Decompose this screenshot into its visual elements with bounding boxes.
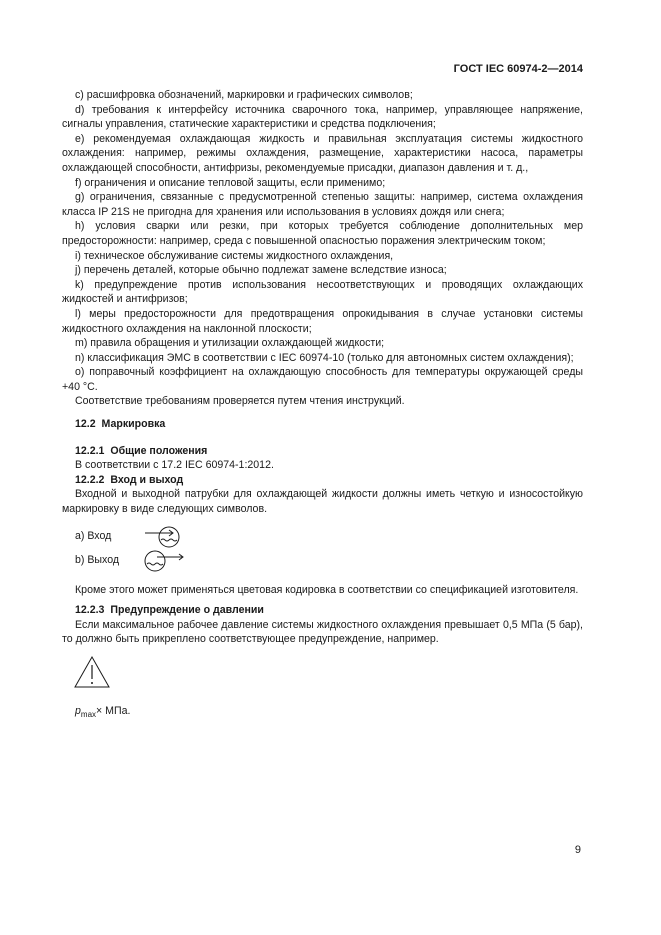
section-title: Общие положения [110,444,208,457]
section-12-2-heading [62,417,583,432]
warning-triangle-icon [73,655,111,689]
color-coding-note: Кроме этого может применяться цветовая кодировка в соответствии со спецификацией изготовителя. [75,583,579,596]
inlet-label: a) Вход [75,530,112,543]
list-item-e: e) рекомендуемая охлаждающая жидкость и правильная эксплуатация системы жидкостного охлаждения: например, режимы охлаждения, размещение, характеристики насоса, параметры охлаждающей способности, антифризы, рекомендуемые присадки, диапазон давления и т. д., [62,132,583,174]
pmax-suffix: × МПа. [96,704,131,717]
list-item-o: o) поправочный коэффициент на охлаждающую способность для температуры окружающей среды +40 °C. [62,366,583,393]
section-12-2-3-heading [62,603,583,618]
list-item-l: l) меры предосторожности для предотвращения опрокидывания в случае установки системы жидкостного охлаждения на наклонной плоскости; [62,307,583,335]
section-12-2-3-text: Если максимальное рабочее давление системы жидкостного охлаждения превышает 0,5 МПа (5 бар), то должно быть прикреплено соответствующее предупреждение, например. [62,618,583,646]
coolant-outlet-icon [143,549,185,573]
pmax-symbol: p [75,704,81,717]
list-item-f: f) ограничения и описание тепловой защиты, если применимо; [75,176,386,189]
document-body [62,88,583,722]
list-item-g: g) ограничения, связанные с предусмотренной степенью защиты: например, система охлаждения класса IP 21S не пригодна для хранения или использования в условиях дождя или снега; [62,191,583,218]
section-title: Вход и выход [110,473,184,486]
outlet-symbol-row [75,549,583,573]
coolant-inlet-icon [143,525,185,549]
section-title: Предупреждение о давлении [110,604,264,617]
list-item-j: j) перечень деталей, которые обычно подлежат замене вследствие износа; [75,264,447,277]
pmax-subscript: max [80,709,97,719]
section-title: Маркировка [101,418,166,431]
list-item-m: m) правила обращения и утилизации охлаждающей жидкости; [75,337,385,350]
compliance-note: Соответствие требованиям проверяется путем чтения инструкций. [75,395,405,408]
list-item-h: h) условия сварки или резки, при которых требуется соблюдение дополнительных мер предосторожности: например, среда с повышенной опасностью поражения электрическим током; [62,220,583,247]
document-header: ГОСТ IEC 60974-2—2014 [453,63,583,75]
section-12-2-1-heading [62,444,583,459]
inlet-symbol-row [75,525,583,549]
section-number: 12.2.2 [75,473,105,486]
section-number: 12.2 [75,418,96,431]
list-item-i: i) техническое обслуживание системы жидкостного охлаждения, [75,249,394,262]
page-number: 9 [574,844,581,856]
section-12-2-2-text: Входной и выходной патрубки для охлаждающей жидкости должны иметь четкую и износостойкую маркировку в виде следующих символов. [62,488,583,516]
list-item-k: k) предупреждение против использования несоответствующих и проводящих охлаждающих жидкостей и антифризов; [62,278,583,306]
section-number: 12.2.3 [75,604,105,617]
list-item-d: d) требования к интерфейсу источника сварочного тока, например, управляющее напряжение, сигналы управления, статические характеристики и средства подключения; [62,103,583,131]
list-item-n: n) классификация ЭМС в соответствии с IEC 60974-10 (только для автономных систем охлаждения); [75,351,574,364]
outlet-label: b) Выход [75,554,120,567]
section-12-2-1-text: В соответствии с 17.2 IEC 60974-1:2012. [75,459,274,472]
section-number: 12.2.1 [75,444,105,457]
section-12-2-2-heading [62,473,583,488]
list-item-c: c) расшифровка обозначений, маркировки и графических символов; [75,89,413,101]
pressure-label [75,704,583,723]
